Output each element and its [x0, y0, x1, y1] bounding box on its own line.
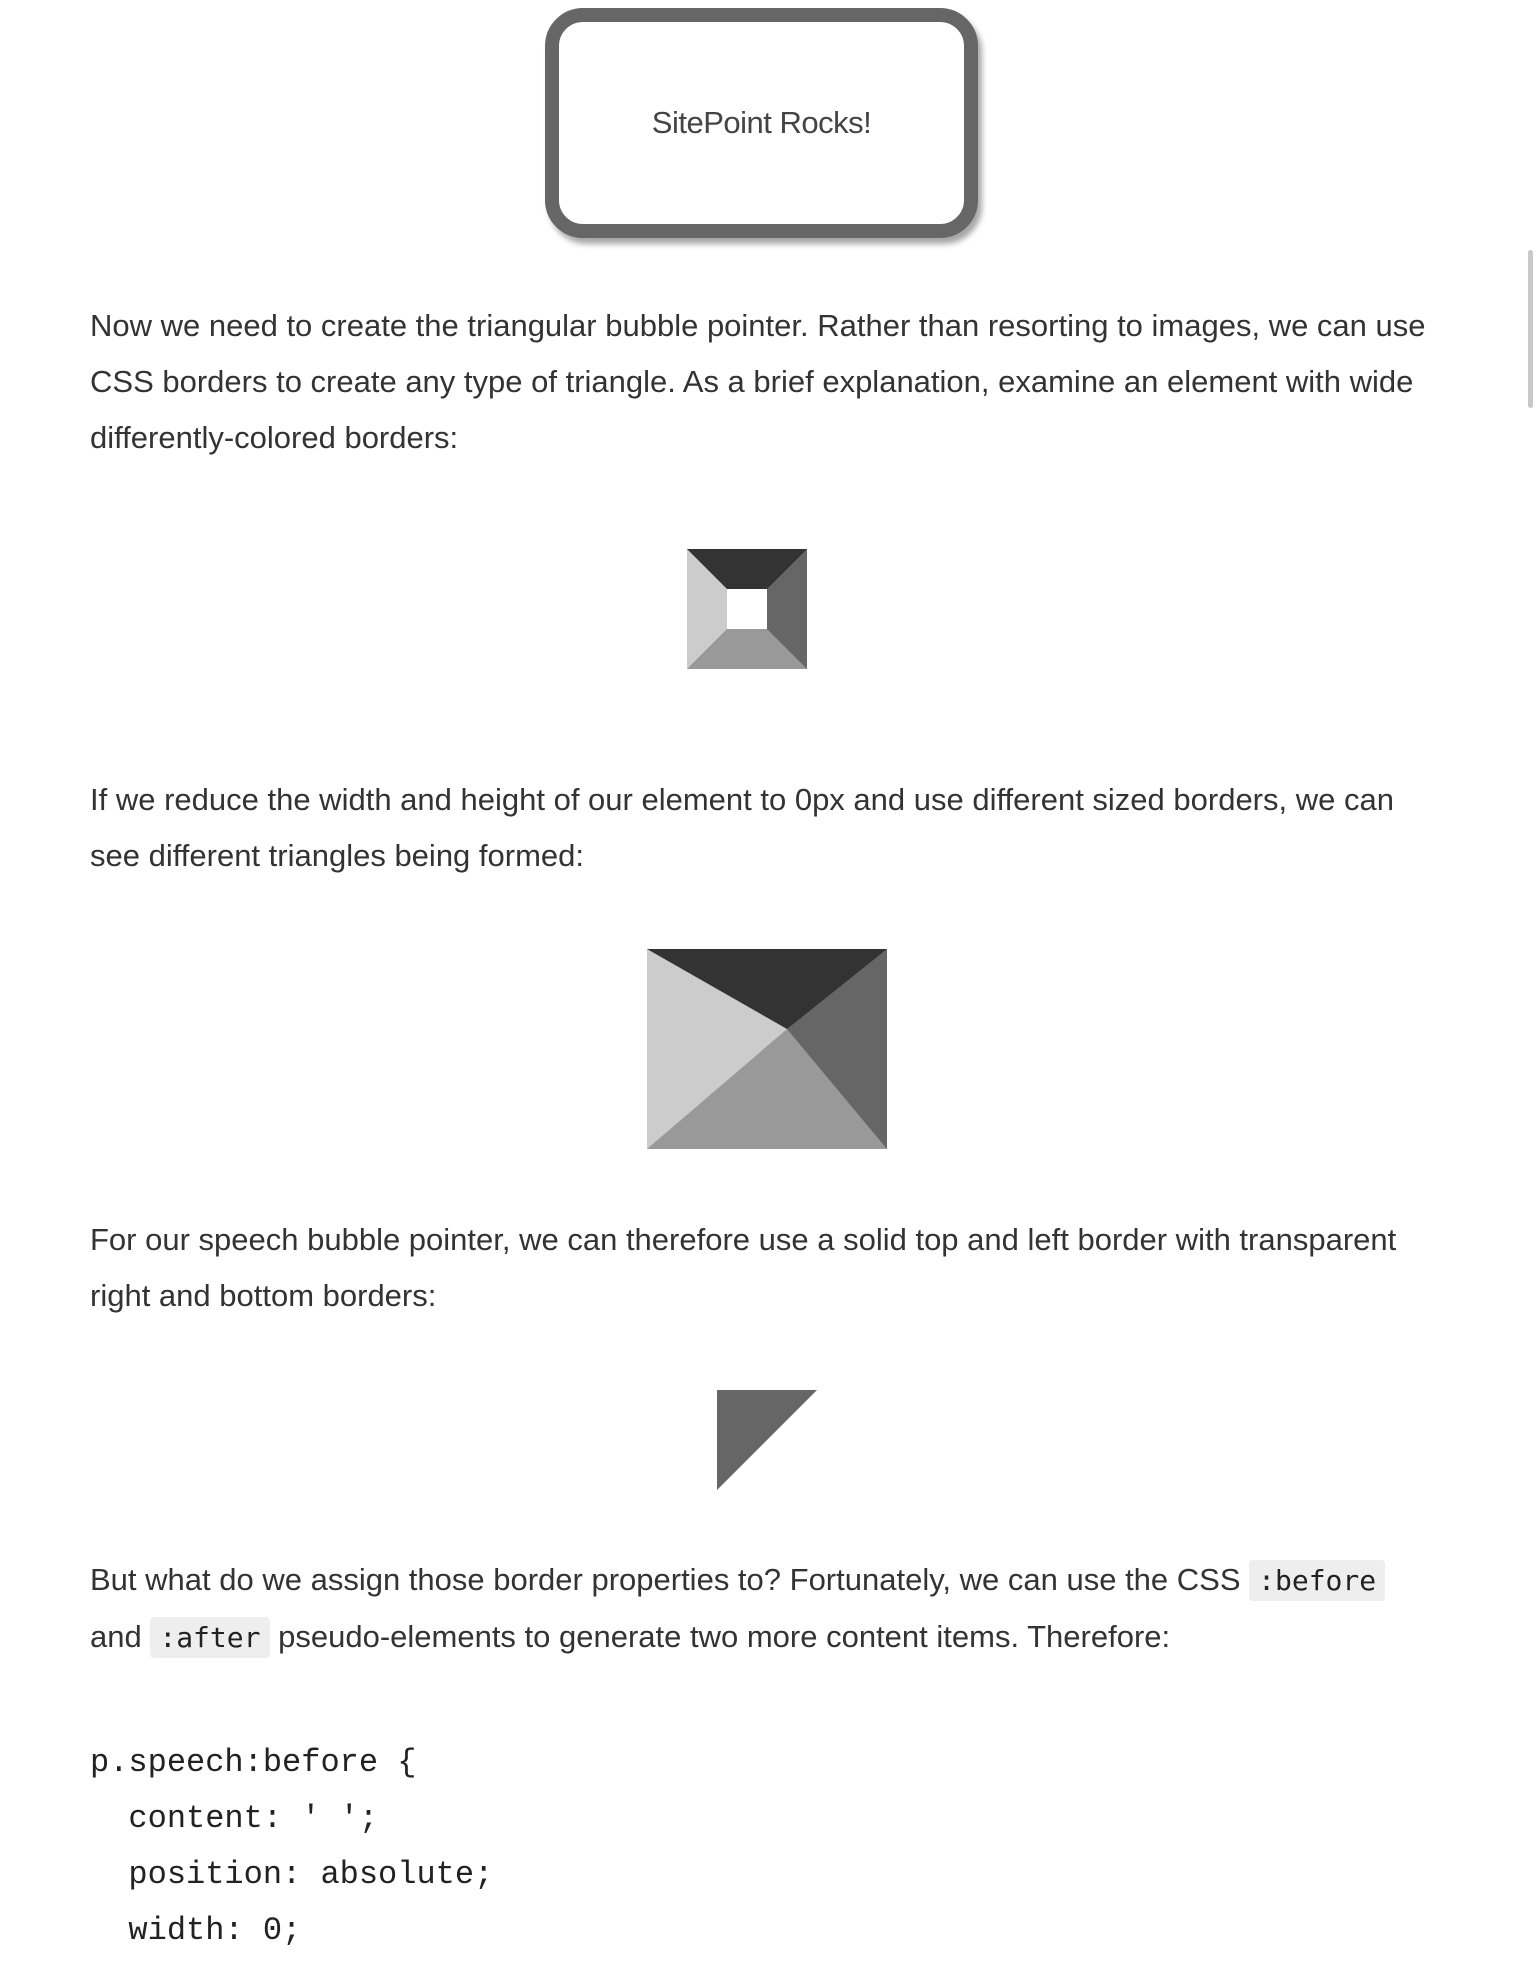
code-line: position: absolute; — [90, 1856, 494, 1893]
paragraph-triangle-intro: Now we need to create the triangular bubble pointer. Rather than resorting to images, we can use CSS borders to create any type of triangle. As a brief explanation, examine an element with wide differently-colored borders: — [90, 308, 1426, 455]
scrollbar-thumb[interactable] — [1528, 250, 1533, 408]
paragraph-text: pseudo-elements to generate two more content items. Therefore: — [269, 1619, 1171, 1654]
code-line: content: ' '; — [90, 1800, 379, 1837]
paragraph-text: and — [90, 1619, 151, 1654]
figure-bordered-box-inner — [727, 589, 767, 629]
paragraph-text: But what do we assign those border properties to? Fortunately, we can use the CSS — [90, 1562, 1250, 1597]
paragraph-pseudo-elements — [90, 1552, 1450, 1666]
figure-pointer-triangle — [717, 1390, 817, 1490]
scrollbar-track[interactable] — [1524, 0, 1536, 1964]
speech-bubble — [545, 8, 978, 238]
figure-zero-size-borders — [647, 949, 887, 1149]
code-line: width: 0; — [90, 1912, 302, 1949]
inline-code-before: :before — [1249, 1560, 1385, 1601]
code-block — [90, 1735, 493, 1959]
speech-bubble-text: SitePoint Rocks! — [651, 105, 872, 140]
figure-bordered-box — [687, 549, 807, 669]
paragraph-pointer: For our speech bubble pointer, we can therefore use a solid top and left border with transparent right and bottom borders: — [90, 1222, 1397, 1313]
paragraph-zero-size: If we reduce the width and height of our element to 0px and use different sized borders, we can see different triangles being formed: — [90, 782, 1394, 873]
speech-bubble-figure — [545, 8, 980, 240]
code-line: p.speech:before { — [90, 1744, 417, 1781]
inline-code-after: :after — [150, 1617, 269, 1658]
